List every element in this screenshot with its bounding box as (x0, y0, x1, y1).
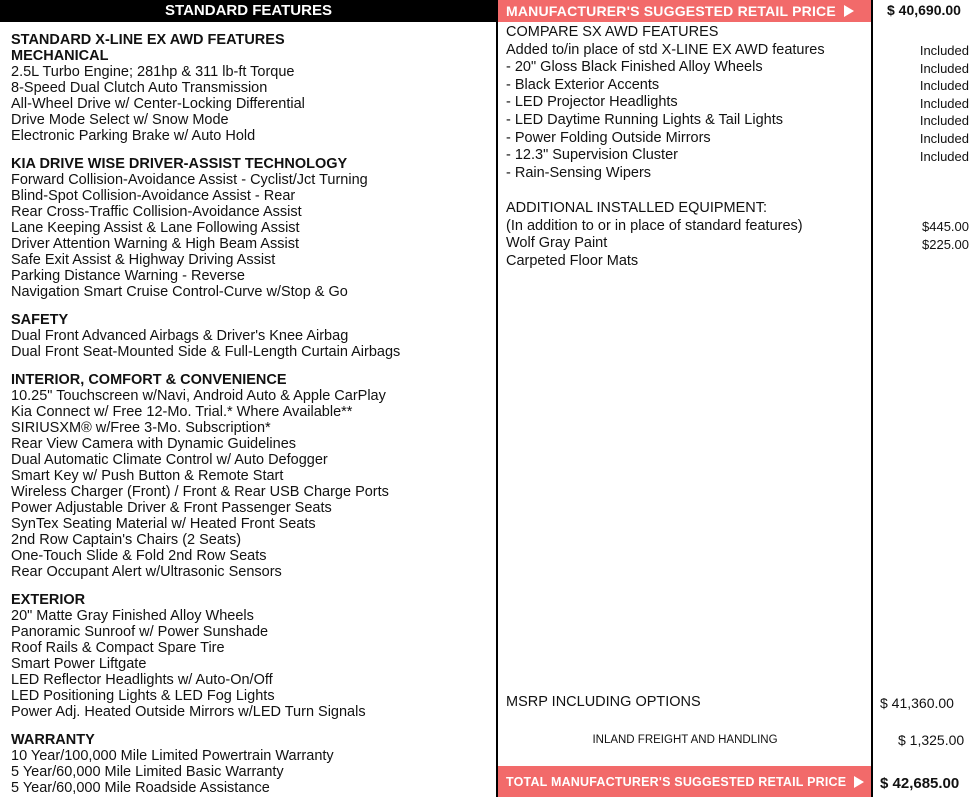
msrp-including-options-label: MSRP INCLUDING OPTIONS (506, 694, 701, 710)
feature-item: Smart Key w/ Push Button & Remote Start (11, 468, 284, 484)
column-divider-left (496, 0, 498, 797)
section-exterior (11, 593, 491, 720)
compare-item: - LED Projector Headlights (506, 94, 678, 111)
feature-item: Power Adjustable Driver & Front Passenger Seats (11, 500, 332, 516)
feature-item: Driver Attention Warning & High Beam Assist (11, 236, 299, 252)
feature-item: Dual Front Seat-Mounted Side & Full-Length Curtain Airbags (11, 344, 401, 360)
feature-item: Dual Automatic Climate Control w/ Auto Defogger (11, 452, 328, 468)
compare-item: - 12.3" Supervision Cluster (506, 147, 678, 164)
feature-item: Forward Collision-Avoidance Assist - Cyclist/Jct Turning (11, 172, 368, 188)
feature-item: Electronic Parking Brake w/ Auto Hold (11, 128, 256, 144)
additional-item: Carpeted Floor Mats (506, 252, 639, 269)
feature-item: 10.25" Touchscreen w/Navi, Android Auto & Apple CarPlay (11, 388, 386, 404)
feature-item: 8-Speed Dual Clutch Auto Transmission (11, 80, 268, 96)
feature-item: Rear View Camera with Dynamic Guidelines (11, 436, 297, 452)
compare-price: Included (919, 148, 969, 164)
compare-item: - 20" Gloss Black Finished Alloy Wheels (506, 59, 763, 76)
feature-item: SynTex Seating Material w/ Heated Front Seats (11, 516, 316, 532)
feature-item: Roof Rails & Compact Spare Tire (11, 640, 225, 656)
compare-price: Included (919, 95, 969, 111)
section-mechanical (11, 32, 491, 144)
section-title: EXTERIOR (11, 592, 86, 608)
standard-features-header: STANDARD FEATURES (0, 0, 497, 22)
section-safety (11, 313, 491, 360)
section-title: WARRANTY (11, 732, 95, 748)
compare-item: - Rain-Sensing Wipers (506, 164, 652, 181)
feature-item: Dual Front Advanced Airbags & Driver's Knee Airbag (11, 328, 349, 344)
section-title: INTERIOR, COMFORT & CONVENIENCE (11, 372, 287, 388)
feature-item: SIRIUSXM® w/Free 3-Mo. Subscription* (11, 420, 271, 436)
price-column (874, 42, 969, 253)
feature-item: All-Wheel Drive w/ Center-Locking Differential (11, 96, 305, 112)
standard-features-list (11, 32, 491, 796)
compare-item: - Black Exterior Accents (506, 76, 660, 93)
compare-title: COMPARE SX AWD FEATURES (506, 24, 719, 40)
feature-item: 2.5L Turbo Engine; 281hp & 311 lb-ft Torque (11, 64, 295, 80)
section-warranty (11, 733, 491, 796)
compare-features-list (506, 24, 866, 270)
feature-item: 10 Year/100,000 Mile Limited Powertrain Warranty (11, 748, 334, 764)
section-title: STANDARD X-LINE EX AWD FEATURES (11, 32, 285, 48)
section-subtitle: MECHANICAL (11, 48, 109, 64)
feature-item: Lane Keeping Assist & Lane Following Assist (11, 220, 300, 236)
additional-item: Wolf Gray Paint (506, 235, 608, 252)
additional-price: $225.00 (922, 236, 969, 252)
compare-item: - LED Daytime Running Lights & Tail Lights (506, 111, 783, 128)
feature-item: Power Adj. Heated Outside Mirrors w/LED Turn Signals (11, 704, 366, 720)
feature-item: Wireless Charger (Front) / Front & Rear USB Charge Ports (11, 484, 389, 500)
feature-item: 5 Year/60,000 Mile Limited Basic Warranty (11, 764, 284, 780)
compare-price: Included (919, 43, 969, 58)
msrp-header-bar (498, 0, 871, 22)
feature-item: LED Reflector Headlights w/ Auto-On/Off (11, 672, 273, 688)
compare-price: Included (919, 113, 969, 129)
base-msrp-value: $ 40,690.00 (887, 2, 961, 18)
freight-value: $ 1,325.00 (898, 732, 965, 748)
compare-price: Included (919, 60, 969, 76)
column-divider-right (871, 0, 873, 797)
compare-intro: Added to/in place of std X-LINE EX AWD features (506, 41, 825, 58)
feature-item: 2nd Row Captain's Chairs (2 Seats) (11, 532, 242, 548)
section-title: SAFETY (11, 312, 69, 328)
compare-price: Included (919, 130, 969, 146)
feature-item: Navigation Smart Cruise Control-Curve w/Stop & Go (11, 284, 348, 300)
section-interior (11, 373, 491, 580)
arrow-right-icon (854, 776, 864, 788)
total-msrp-bar (498, 766, 871, 797)
arrow-right-icon (844, 5, 854, 17)
additional-title: ADDITIONAL INSTALLED EQUIPMENT: (506, 199, 768, 216)
total-msrp-value: $ 42,685.00 (880, 775, 960, 792)
feature-item: 5 Year/60,000 Mile Roadside Assistance (11, 780, 270, 796)
feature-item: Safe Exit Assist & Highway Driving Assist (11, 252, 276, 268)
msrp-including-options-value: $ 41,360.00 (880, 695, 954, 711)
feature-item: Parking Distance Warning - Reverse (11, 268, 245, 284)
feature-item: 20" Matte Gray Finished Alloy Wheels (11, 608, 254, 624)
msrp-header-label: MANUFACTURER'S SUGGESTED RETAIL PRICE (506, 3, 836, 19)
feature-item: Rear Occupant Alert w/Ultrasonic Sensors (11, 564, 282, 580)
additional-price: $445.00 (922, 218, 969, 234)
feature-item: One-Touch Slide & Fold 2nd Row Seats (11, 548, 267, 564)
feature-item: Kia Connect w/ Free 12-Mo. Trial.* Where Available** (11, 404, 353, 420)
section-title: KIA DRIVE WISE DRIVER-ASSIST TECHNOLOGY (11, 156, 348, 172)
feature-item: Panoramic Sunroof w/ Power Sunshade (11, 624, 269, 640)
section-driver-assist (11, 157, 491, 300)
feature-item: Rear Cross-Traffic Collision-Avoidance Assist (11, 204, 302, 220)
feature-item: Drive Mode Select w/ Snow Mode (11, 112, 229, 128)
freight-label: INLAND FREIGHT AND HANDLING (592, 734, 778, 746)
compare-price: Included (919, 78, 969, 94)
feature-item: LED Positioning Lights & LED Fog Lights (11, 688, 275, 704)
additional-subtitle: (In addition to or in place of standard features) (506, 217, 803, 234)
compare-item: - Power Folding Outside Mirrors (506, 129, 711, 146)
feature-item: Smart Power Liftgate (11, 656, 147, 672)
total-msrp-label: TOTAL MANUFACTURER'S SUGGESTED RETAIL PRICE (506, 774, 847, 789)
feature-item: Blind-Spot Collision-Avoidance Assist - Rear (11, 188, 296, 204)
